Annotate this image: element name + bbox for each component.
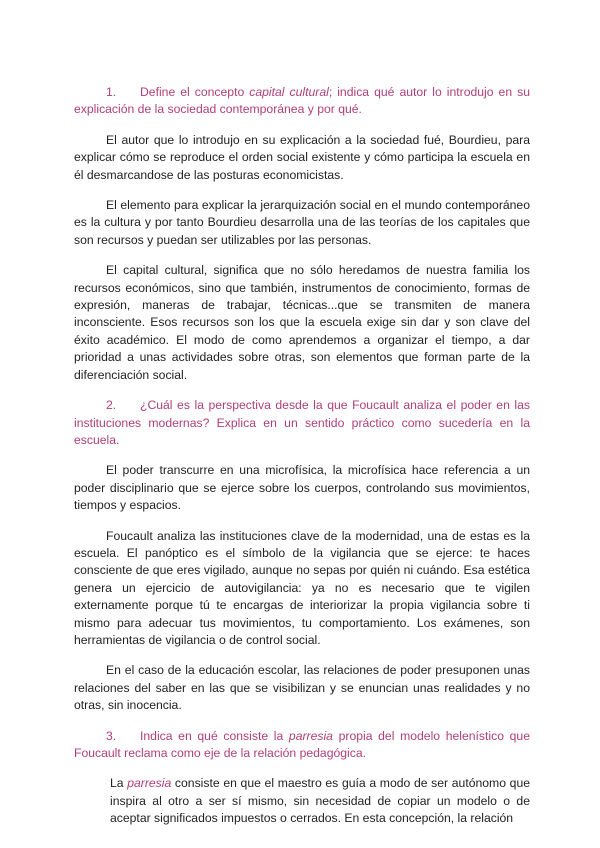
answer-paragraph: Foucault analiza las instituciones clave de la modernidad, una de estas es la escuela. El panóptico es el símbolo de la vigilancia que se ejerce: te haces consciente de que eres vigilado, aunque no sepas por quién ni cuándo. Esa estética genera un ejercicio de autovigilancia: ya no es necesario que te vigilen externamente porque tú te encargas de interiorizar la propia vigilancia sobre ti mismo para adecuar tus movimientos, tu comportamiento. Los exámenes, son herramientas de vigilancia o de control social. [74,528,530,647]
question-text: Indica en qué consiste la [140,728,289,743]
question-number: 1. [106,85,117,99]
answer-paragraph: El elemento para explicar la jerarquización social en el mundo contemporáneo es la cultura y por tanto Bourdieu desarrolla una de las teorías de los capitales que son recursos y puedan ser utilizables por las personas. [74,198,530,247]
answer-paragraph: El poder transcurre en una microfísica, la microfísica hace referencia a un poder disciplinario que se ejerce sobre los cuerpos, controlando sus movimientos, tiempos y espacios. [74,463,530,513]
answer-paragraph: En el caso de la educación escolar, las relaciones de poder presuponen unas relaciones del saber en las que se visibilizan y se enuncian unas realidades y no otras, sin inocencia. [74,663,530,713]
question-text: ¿Cuál es la perspectiva desde la que Foucault analiza el poder en las instituciones modernas? Explica en un sentido práctico como sucedería en la escuela. [74,398,530,447]
question-1 [74,84,530,119]
question-italic-term: parresia [288,728,333,743]
answer-paragraph [74,775,530,827]
answer-paragraph: El autor que lo introdujo en su explicación a la sociedad fué, Bourdieu, para explicar cómo se reproduce el orden social existente y cómo participa la escuela en él desmarcandose de las posturas economicistas. [74,132,530,182]
question-number: 3. [106,728,117,743]
question-number: 2. [106,398,117,413]
question-text: Define el concepto [140,85,250,99]
answer-text: consiste en que el maestro es guía a modo de ser autónomo que inspira al otro a ser sí mismo, sin necesidad de copiar un modelo o de aceptar significados impuestos o cerrados. En esta concepción, la relación [110,776,530,826]
answer-italic-term: parresia [127,776,172,791]
answer-text: La [110,776,128,791]
answer-paragraph: El capital cultural, significa que no sólo heredamos de nuestra familia los recursos económicos, sino que también, instrumentos de conocimiento, formas de expresión, maneras de trabajar, técnicas...que se transmiten de manera inconsciente. Esos recursos son los que la escuela exige sin dar y son clave del éxito académico. El modo de como aprendemos a organizar el tiempo, a dar prioridad a unas actividades sobre otras, son elementos que forman parte de la diferenciación social. [74,263,530,382]
question-2 [74,397,530,449]
question-3 [74,728,530,763]
question-text: propia del modelo helenístico que Foucault reclama como eje de la relación pedagógica. [74,728,530,760]
question-italic-term: capital cultural [249,85,329,99]
question-text: ; indica qué autor lo introdujo en su explicación de la sociedad contemporánea y por qué. [74,85,530,117]
